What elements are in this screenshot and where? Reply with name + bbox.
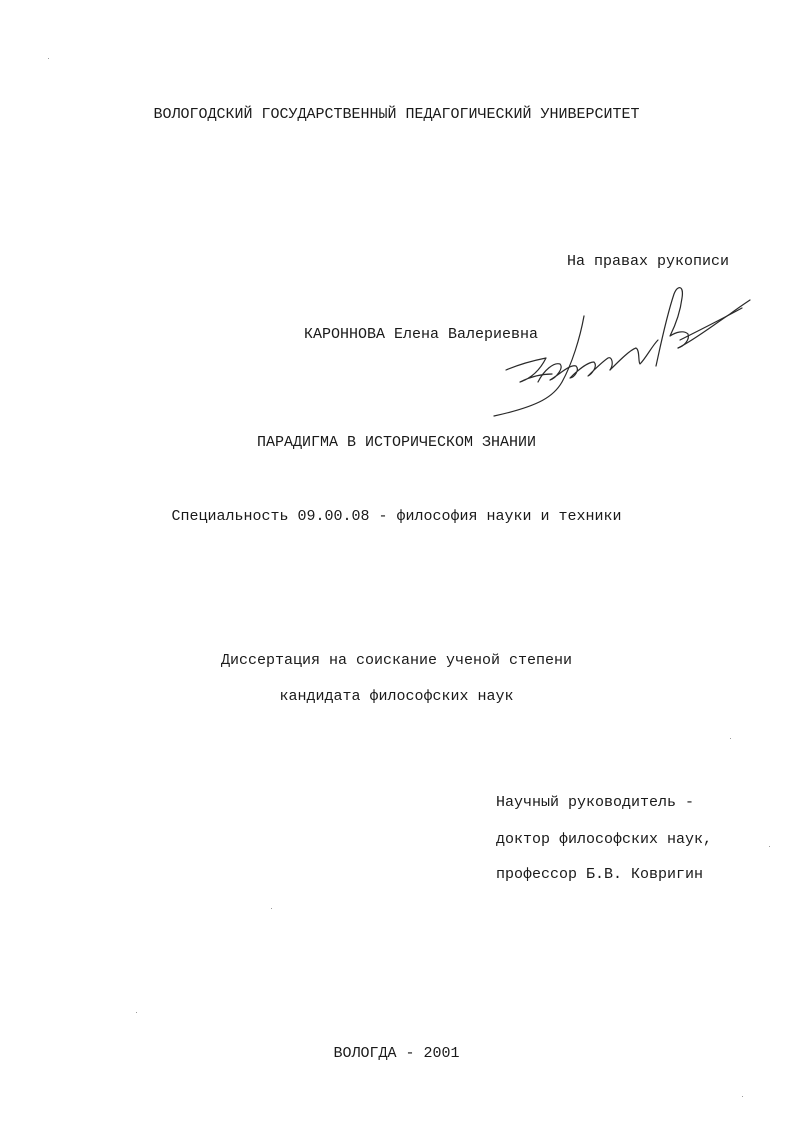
dissertation-title: ПАРАДИГМА В ИСТОРИЧЕСКОМ ЗНАНИИ [256, 434, 537, 451]
author-name: КАРОННОВА Елена Валериевна [304, 326, 539, 343]
supervisor-line-1: Научный руководитель - [496, 794, 695, 811]
scan-speck [48, 58, 49, 59]
university-heading: ВОЛОГОДСКИЙ ГОСУДАРСТВЕННЫЙ ПЕДАГОГИЧЕСКИЙ УНИВЕРСИТЕТ [153, 106, 640, 123]
degree-line-2: кандидата философских наук [279, 688, 514, 705]
degree-line-1: Диссертация на соискание ученой степени [220, 652, 573, 669]
scan-speck [136, 1012, 137, 1013]
scan-speck [742, 1096, 743, 1097]
supervisor-line-2: доктор философских наук, [496, 831, 713, 848]
scan-speck [769, 846, 770, 847]
supervisor-line-3: профессор Б.В. Ковригин [496, 866, 704, 883]
handwritten-signature [480, 278, 755, 423]
scan-speck [271, 908, 272, 909]
specialty-line: Специальность 09.00.08 - философия науки и техники [171, 508, 622, 525]
place-year: ВОЛОГДА - 2001 [333, 1045, 460, 1062]
manuscript-note: На правах рукописи [567, 253, 730, 270]
scan-speck [730, 738, 731, 739]
